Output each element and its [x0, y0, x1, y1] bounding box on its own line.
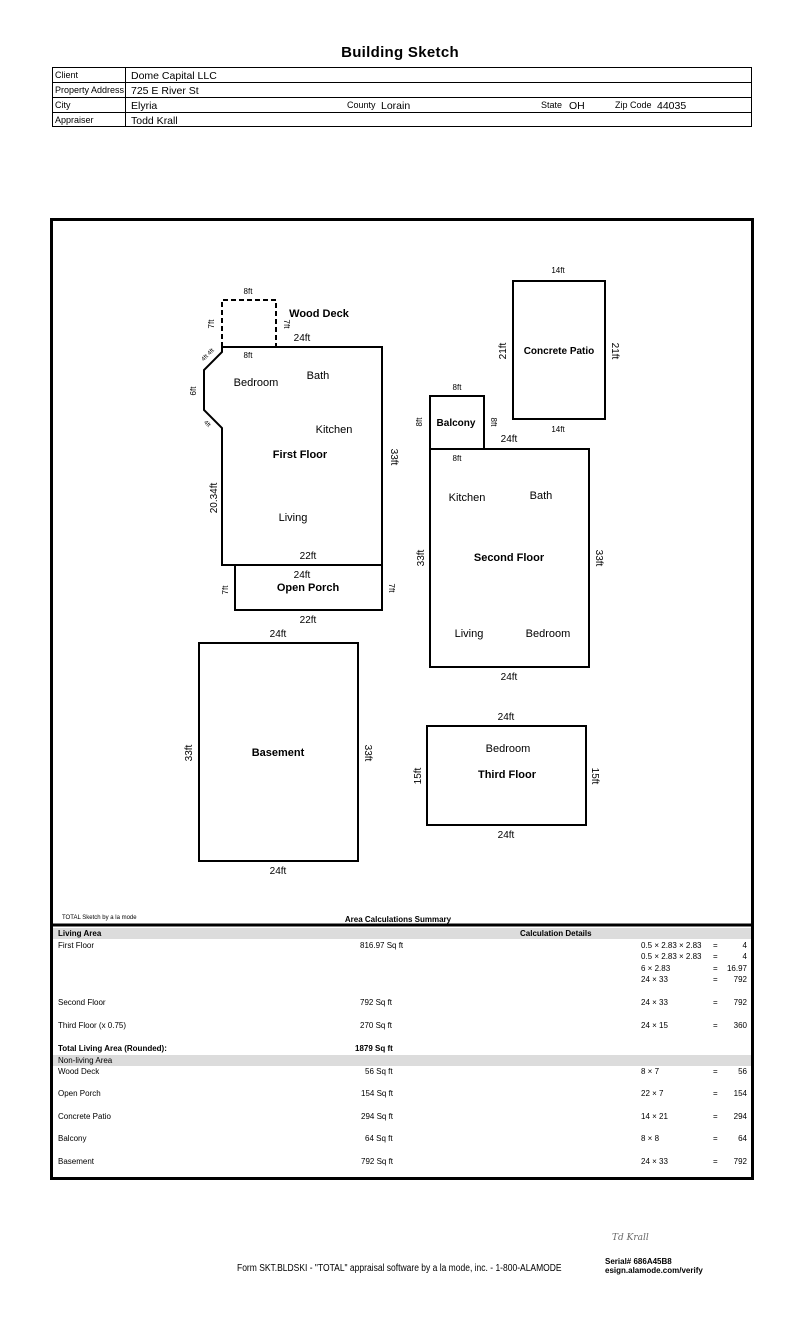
calc-expr: 24 × 33 — [641, 1157, 668, 1166]
total-living-area-label: Total Living Area (Rounded): — [58, 1044, 167, 1053]
calc-eq: = — [713, 1089, 718, 1098]
third-floor-area: 270 Sq ft — [360, 1021, 393, 1030]
summary-title: Area Calculations Summary — [344, 915, 452, 924]
calc-expr: 24 × 15 — [641, 1021, 668, 1030]
dimension-label: 7ft — [282, 319, 291, 329]
calc-eq: = — [713, 1021, 718, 1030]
basement-label: Basement — [251, 747, 305, 759]
dimension-label: 8ft — [452, 383, 462, 392]
dimension-label: 24ft — [497, 830, 515, 841]
dimension-label: 22ft — [299, 615, 317, 626]
calc-expr: 14 × 21 — [641, 1112, 668, 1121]
calc-expr: 6 × 2.83 — [641, 964, 671, 973]
open-porch-name: Open Porch — [58, 1089, 101, 1098]
dimension-label: 24ft — [500, 434, 518, 445]
state-value: OH — [569, 100, 585, 112]
dimension-label: 8ft — [243, 351, 253, 360]
open-porch-label: Open Porch — [276, 582, 340, 594]
open-porch-area: 154 Sq ft — [361, 1089, 394, 1098]
wood-deck-outline — [222, 300, 276, 347]
dimension-label: 24ft — [293, 333, 311, 344]
third-floor-name: Third Floor (x 0.75) — [58, 1021, 127, 1030]
dimension-label: 33ft — [388, 448, 399, 466]
calc-result: 792 — [733, 998, 747, 1007]
non-living-header-bar — [53, 1055, 751, 1066]
client-label: Client — [53, 68, 126, 82]
calc-result: 4 — [742, 952, 747, 961]
second-floor-area: 792 Sq ft — [360, 998, 393, 1007]
wood-deck-label: Wood Deck — [289, 308, 349, 320]
concrete-patio-area: 294 Sq ft — [361, 1112, 394, 1121]
dimension-label: 8ft — [415, 417, 424, 427]
non-living-area-header: Non-living Area — [58, 1056, 113, 1065]
first-floor-label: First Floor — [272, 449, 328, 461]
calc-eq: = — [713, 941, 718, 950]
calc-result: 56 — [738, 1067, 747, 1076]
dimension-label: 33ft — [184, 744, 195, 762]
address-value: 725 E River St — [131, 85, 199, 97]
state-label: State — [541, 100, 563, 110]
dimension-label: 22ft — [299, 551, 317, 562]
dimension-label: 20.34ft — [209, 482, 220, 514]
concrete-patio-label: Concrete Patio — [523, 346, 595, 357]
room-bedroom: Bedroom — [525, 628, 571, 640]
first-floor-name: First Floor — [58, 941, 94, 950]
calc-eq: = — [713, 998, 718, 1007]
dimension-label: 24ft — [293, 570, 311, 581]
balcony-name: Balcony — [58, 1134, 87, 1143]
room-bedroom: Bedroom — [233, 377, 279, 389]
serial-number: Serial# 686A45B8 — [605, 1257, 672, 1266]
second-floor-name: Second Floor — [58, 998, 106, 1007]
calculation-details-header: Calculation Details — [520, 929, 592, 938]
dimension-label: 21ft — [609, 342, 620, 360]
calc-expr: 8 × 8 — [641, 1134, 660, 1143]
dimension-label: 8ft — [243, 287, 253, 296]
calc-eq: = — [713, 975, 718, 984]
dimension-label: 6ft — [189, 386, 198, 396]
dimension-label: 24ft — [497, 712, 515, 723]
living-area-header-bar — [53, 928, 751, 939]
calc-eq: = — [713, 964, 718, 973]
calc-eq: = — [713, 1134, 718, 1143]
basement-area: 792 Sq ft — [361, 1157, 394, 1166]
balcony-area: 64 Sq ft — [365, 1134, 393, 1143]
area-calculations-summary — [53, 925, 751, 1177]
dimension-label: 8ft — [489, 417, 498, 427]
dimension-label: 33ft — [362, 744, 373, 762]
calc-result: 360 — [733, 1021, 747, 1030]
balcony-label: Balcony — [436, 418, 476, 429]
room-bedroom: Bedroom — [485, 743, 531, 755]
calc-result: 16.97 — [726, 964, 747, 973]
calc-expr: 0.5 × 2.83 × 2.83 — [641, 952, 702, 961]
dimension-label: 7ft — [387, 583, 396, 593]
city-value: Elyria — [131, 100, 158, 112]
calc-result: 294 — [733, 1112, 747, 1121]
page-title: Building Sketch — [341, 44, 459, 61]
dimension-label: 24ft — [269, 866, 287, 877]
room-living: Living — [454, 628, 484, 640]
sketch-credit: TOTAL Sketch by a la mode — [62, 915, 137, 921]
dimension-label: 15ft — [589, 767, 600, 785]
dimension-label: 4ft 4ft — [200, 347, 216, 363]
calc-result: 4 — [742, 941, 747, 950]
calc-eq: = — [713, 1067, 718, 1076]
calc-result: 154 — [733, 1089, 747, 1098]
zip-label: Zip Code — [615, 100, 652, 110]
county-label: County — [347, 100, 376, 110]
calc-eq: = — [713, 1112, 718, 1121]
county-value: Lorain — [381, 100, 411, 112]
calc-result: 64 — [738, 1134, 747, 1143]
dimension-label: 33ft — [416, 549, 427, 567]
zip-value: 44035 — [657, 100, 687, 112]
dimension-label: 8ft — [452, 454, 462, 463]
client-value: Dome Capital LLC — [131, 70, 217, 82]
dimension-label: 24ft — [269, 629, 287, 640]
calc-expr: 0.5 × 2.83 × 2.83 — [641, 941, 702, 950]
dimension-label: 14ft — [551, 425, 565, 434]
calc-result: 792 — [733, 1157, 747, 1166]
appraiser-label: Appraiser — [53, 113, 126, 127]
dimension-label: 7ft — [221, 585, 230, 595]
address-label: Property Address — [55, 85, 125, 95]
appraiser-value: Todd Krall — [131, 115, 178, 127]
serial-block — [605, 1257, 703, 1275]
third-floor-label: Third Floor — [477, 769, 537, 781]
dimension-label: 33ft — [593, 549, 604, 567]
room-bath: Bath — [306, 370, 330, 382]
living-area-header: Living Area — [58, 929, 102, 938]
appraiser-signature: Td Krall — [612, 1233, 649, 1243]
basement-name: Basement — [58, 1157, 95, 1166]
wood-deck-area: 56 Sq ft — [365, 1067, 393, 1076]
dimension-label: 21ft — [498, 342, 509, 360]
dimension-label: 4ft — [202, 419, 212, 429]
calc-eq: = — [713, 952, 718, 961]
dimension-label: 15ft — [413, 767, 424, 785]
room-bath: Bath — [529, 490, 553, 502]
room-kitchen: Kitchen — [448, 492, 486, 504]
verify-link[interactable]: esign.alamode.com/verify — [605, 1266, 703, 1275]
calc-expr: 8 × 7 — [641, 1067, 660, 1076]
calc-expr: 22 × 7 — [641, 1089, 664, 1098]
dimension-label: 14ft — [551, 266, 565, 275]
calc-expr: 24 × 33 — [641, 998, 668, 1007]
calc-expr: 24 × 33 — [641, 975, 668, 984]
concrete-patio-name: Concrete Patio — [58, 1112, 111, 1121]
room-living: Living — [278, 512, 308, 524]
dimension-label: 24ft — [500, 672, 518, 683]
room-kitchen: Kitchen — [315, 424, 353, 436]
second-floor-label: Second Floor — [473, 552, 545, 564]
form-footer: Form SKT.BLDSKI - "TOTAL" appraisal software by a la mode, inc. - 1-800-ALAMODE — [237, 1263, 562, 1274]
first-floor-area: 816.97 Sq ft — [360, 941, 404, 950]
city-label: City — [53, 98, 126, 112]
wood-deck-name: Wood Deck — [58, 1067, 100, 1076]
calc-result: 792 — [733, 975, 747, 984]
dimension-label: 7ft — [207, 319, 216, 329]
calc-eq: = — [713, 1157, 718, 1166]
total-living-area-value: 1879 Sq ft — [355, 1044, 393, 1053]
